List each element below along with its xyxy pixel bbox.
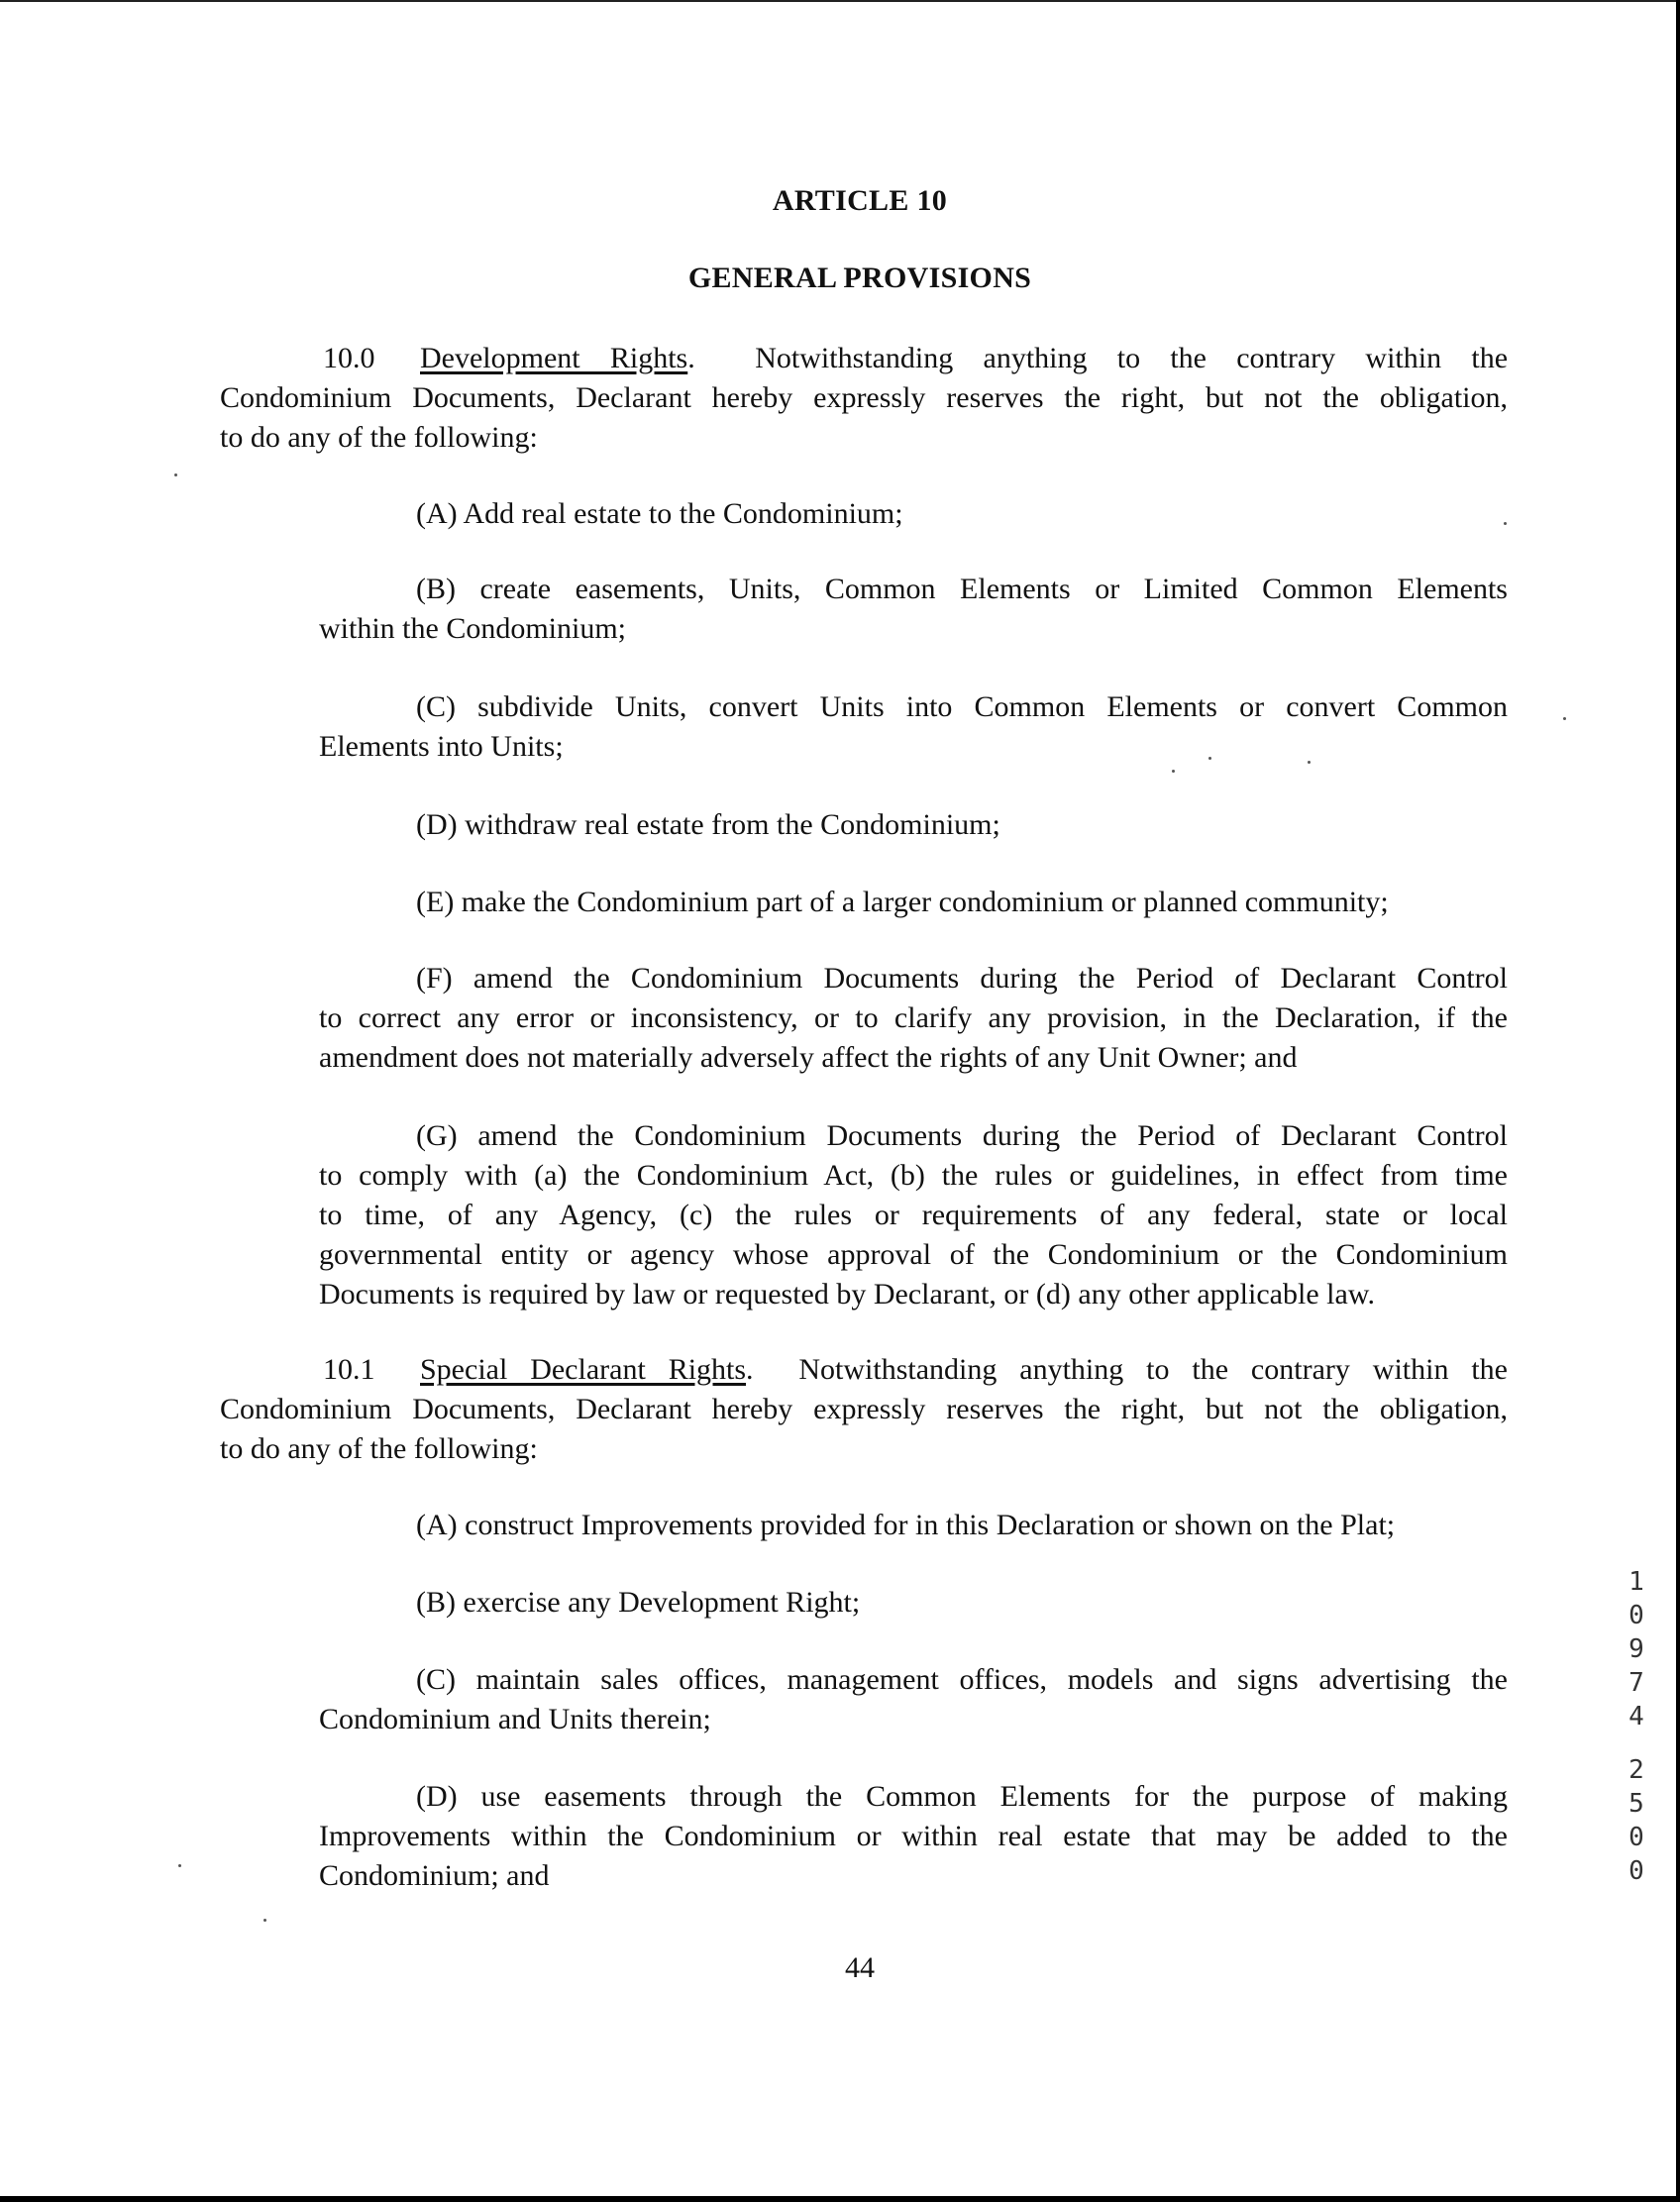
scan-speck [174, 473, 177, 476]
item-line: to correct any error or inconsistency, or to clarify any provision, in the Declaration, if the [319, 1001, 1508, 1034]
item-line: amendment does not materially adversely affect the rights of any Unit Owner; and [319, 1041, 1298, 1074]
scan-speck [1308, 761, 1311, 764]
side-stamp-top [1625, 1565, 1648, 1733]
item-10-0-f [319, 959, 1508, 1078]
stamp-digit: 1 [1628, 1567, 1644, 1597]
item-line: (B) exercise any Development Right; [416, 1586, 861, 1619]
scan-speck [178, 1864, 181, 1867]
item-line: Elements into Units; [319, 730, 564, 763]
stamp-digit: 0 [1628, 1823, 1644, 1852]
scan-edge-top [0, 0, 1680, 2]
section-10-1-intro [220, 1350, 1508, 1469]
item-10-0-e [416, 883, 1508, 922]
item-line: governmental entity or agency whose approval of the Condominium or the Condominium [319, 1238, 1508, 1271]
item-line: (D) withdraw real estate from the Condominium; [416, 808, 1000, 841]
section-10-0-line-3: to do any of the following: [220, 421, 538, 454]
item-line: (B) create easements, Units, Common Elements or Limited Common Elements [416, 573, 1508, 605]
item-line: Condominium; and [319, 1859, 550, 1892]
section-10-0-line-1: 10.0 Development Rights. Notwithstanding anything to the contrary within the [220, 339, 1508, 378]
stamp-digit: 5 [1628, 1789, 1644, 1819]
item-10-0-g [319, 1116, 1508, 1314]
section-heading: Development Rights [420, 342, 688, 374]
scan-speck [1208, 757, 1211, 760]
stamp-digit: 0 [1628, 1601, 1644, 1630]
section-text: Notwithstanding anything to the contrary within the [755, 342, 1509, 374]
section-10-1-line-1: 10.1 Special Declarant Rights. Notwithstanding anything to the contrary within the [220, 1350, 1508, 1390]
item-10-0-b [319, 570, 1508, 649]
item-10-1-a [416, 1506, 1508, 1545]
item-10-1-d [319, 1777, 1508, 1896]
stamp-digit: 2 [1628, 1755, 1644, 1785]
item-10-0-a [416, 494, 1508, 534]
item-line: Documents is required by law or requested by Declarant, or (d) any other applicable law. [319, 1278, 1375, 1311]
scan-speck [1504, 522, 1507, 525]
section-10-1-line-3: to do any of the following: [220, 1432, 538, 1465]
section-number: 10.0 [323, 342, 375, 374]
section-10-0-line-2: Condominium Documents, Declarant hereby expressly reserves the right, but not the obligation, [220, 381, 1508, 414]
page-number: 44 [845, 1951, 875, 1984]
section-number: 10.1 [323, 1353, 375, 1386]
stamp-digit: 9 [1628, 1634, 1644, 1664]
scan-speck [1563, 717, 1566, 720]
scan-speck [1172, 770, 1175, 773]
item-10-1-b [416, 1583, 1508, 1623]
item-10-1-c [319, 1660, 1508, 1739]
section-heading: Special Declarant Rights [420, 1353, 747, 1386]
item-line: (C) subdivide Units, convert Units into Common Elements or convert Common [416, 690, 1508, 723]
section-text: Notwithstanding anything to the contrary within the [798, 1353, 1509, 1386]
item-line: to comply with (a) the Condominium Act, (b) the rules or guidelines, in effect from time [319, 1159, 1508, 1192]
item-line: within the Condominium; [319, 612, 627, 645]
item-line: (F) amend the Condominium Documents during the Period of Declarant Control [416, 962, 1508, 995]
stamp-digit: 0 [1628, 1856, 1644, 1886]
item-line: (C) maintain sales offices, management offices, models and signs advertising the [416, 1663, 1508, 1696]
article-subtitle: GENERAL PROVISIONS [687, 262, 1032, 294]
item-10-0-c [319, 687, 1508, 767]
stamp-digit: 4 [1628, 1702, 1644, 1731]
item-line: (G) amend the Condominium Documents during the Period of Declarant Control [416, 1119, 1508, 1152]
scan-speck [263, 1919, 266, 1922]
stamp-digit: 7 [1628, 1668, 1644, 1698]
item-line: (E) make the Condominium part of a larger condominium or planned community; [416, 886, 1389, 918]
item-line: Condominium and Units therein; [319, 1703, 711, 1735]
item-line: (A) Add real estate to the Condominium; [416, 497, 903, 530]
item-10-0-d [416, 805, 1508, 845]
item-line: to time, of any Agency, (c) the rules or requirements of any federal, state or local [319, 1199, 1508, 1231]
section-10-1-line-2: Condominium Documents, Declarant hereby expressly reserves the right, but not the obligation, [220, 1393, 1508, 1425]
article-title: ARTICLE 10 [772, 184, 948, 217]
item-line: (D) use easements through the Common Elements for the purpose of making [416, 1780, 1508, 1813]
side-stamp-bottom [1625, 1753, 1648, 1888]
item-line: (A) construct Improvements provided for in this Declaration or shown on the Plat; [416, 1509, 1396, 1541]
scan-edge-right [1676, 0, 1680, 2202]
scan-edge-bottom [0, 2196, 1680, 2202]
item-line: Improvements within the Condominium or within real estate that may be added to the [319, 1820, 1508, 1852]
section-10-0-intro [220, 339, 1508, 458]
